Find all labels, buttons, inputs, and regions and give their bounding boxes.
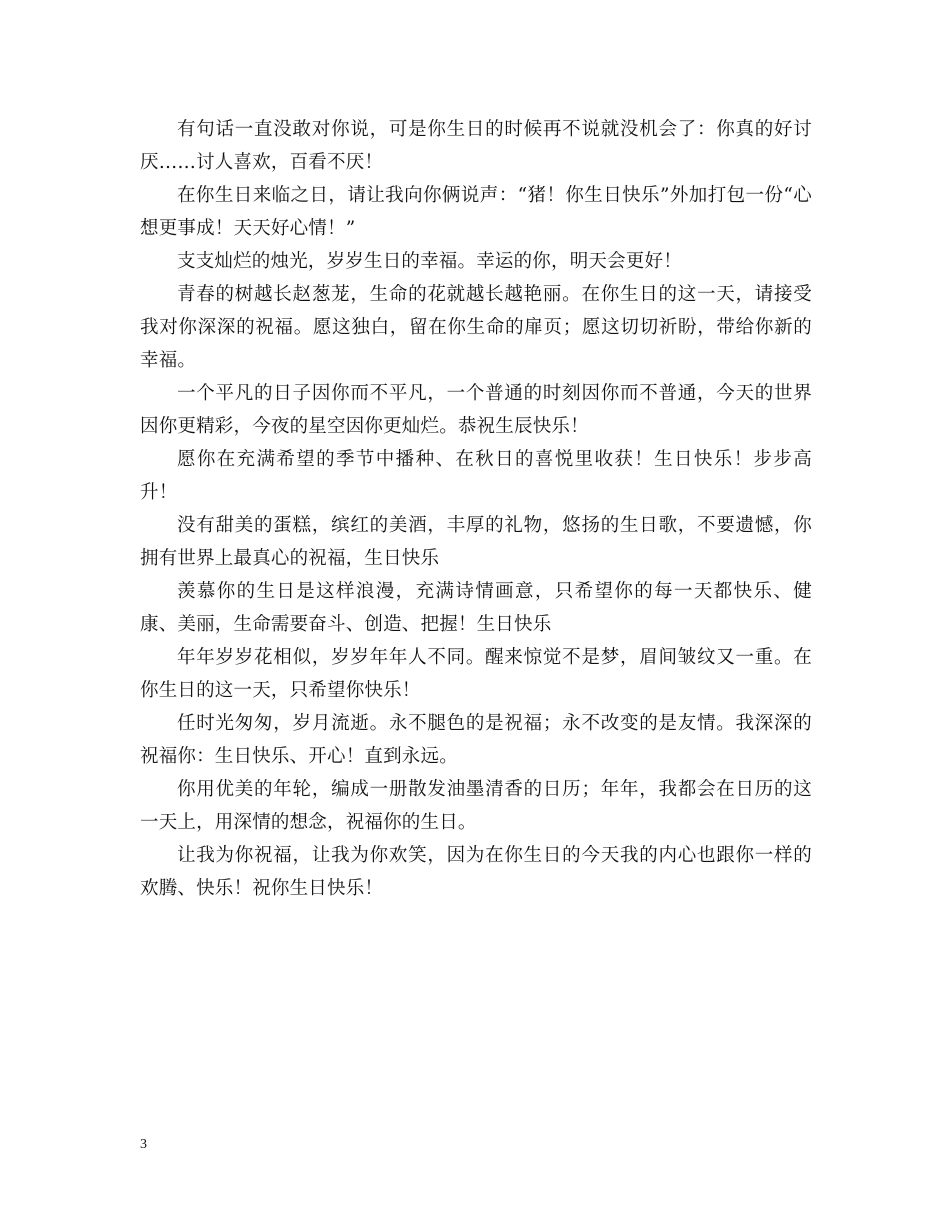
page-number: 3 [140,1137,147,1152]
paragraph: 任时光匆匆，岁月流逝。永不腿色的是祝福；永不改变的是友情。我深深的祝福你：生日快乐、开心！直到永远。 [140,713,812,767]
paragraph: 没有甜美的蛋糕，缤红的美酒，丰厚的礼物，悠扬的生日歌，不要遗憾，你拥有世界上最真心的祝福，生日快乐 [140,515,812,569]
paragraph: 愿你在充满希望的季节中播种、在秋日的喜悦里收获！生日快乐！步步高升！ [140,449,812,503]
paragraph: 有句话一直没敢对你说，可是你生日的时候再不说就没机会了：你真的好讨厌……讨人喜欢，百看不厌！ [140,119,812,173]
paragraph: 在你生日来临之日，请让我向你俩说声：“猪！你生日快乐”外加打包一份“心想更事成！天天好心情！” [140,185,812,239]
paragraph: 羡慕你的生日是这样浪漫，充满诗情画意，只希望你的每一天都快乐、健康、美丽，生命需要奋斗、创造、把握！生日快乐 [140,581,812,635]
paragraph: 让我为你祝福，让我为你欢笑，因为在你生日的今天我的内心也跟你一样的欢腾、快乐！祝你生日快乐！ [140,845,812,899]
paragraph: 你用优美的年轮，编成一册散发油墨清香的日历；年年，我都会在日历的这一天上，用深情的想念，祝福你的生日。 [140,779,812,833]
paragraph: 一个平凡的日子因你而不平凡，一个普通的时刻因你而不普通，今天的世界因你更精彩，今夜的星空因你更灿烂。恭祝生辰快乐！ [140,383,812,437]
paragraph: 支支灿烂的烛光，岁岁生日的幸福。幸运的你，明天会更好！ [177,251,682,272]
paragraph: 青春的树越长赵葱茏，生命的花就越长越艳丽。在你生日的这一天，请接受我对你深深的祝福。愿这独白，留在你生命的扉页；愿这切切祈盼，带给你新的幸福。 [140,284,812,371]
document-body [140,113,812,905]
paragraph: 年年岁岁花相似，岁岁年年人不同。醒来惊觉不是梦，眉间皱纹又一重。在你生日的这一天，只希望你快乐！ [140,647,812,701]
